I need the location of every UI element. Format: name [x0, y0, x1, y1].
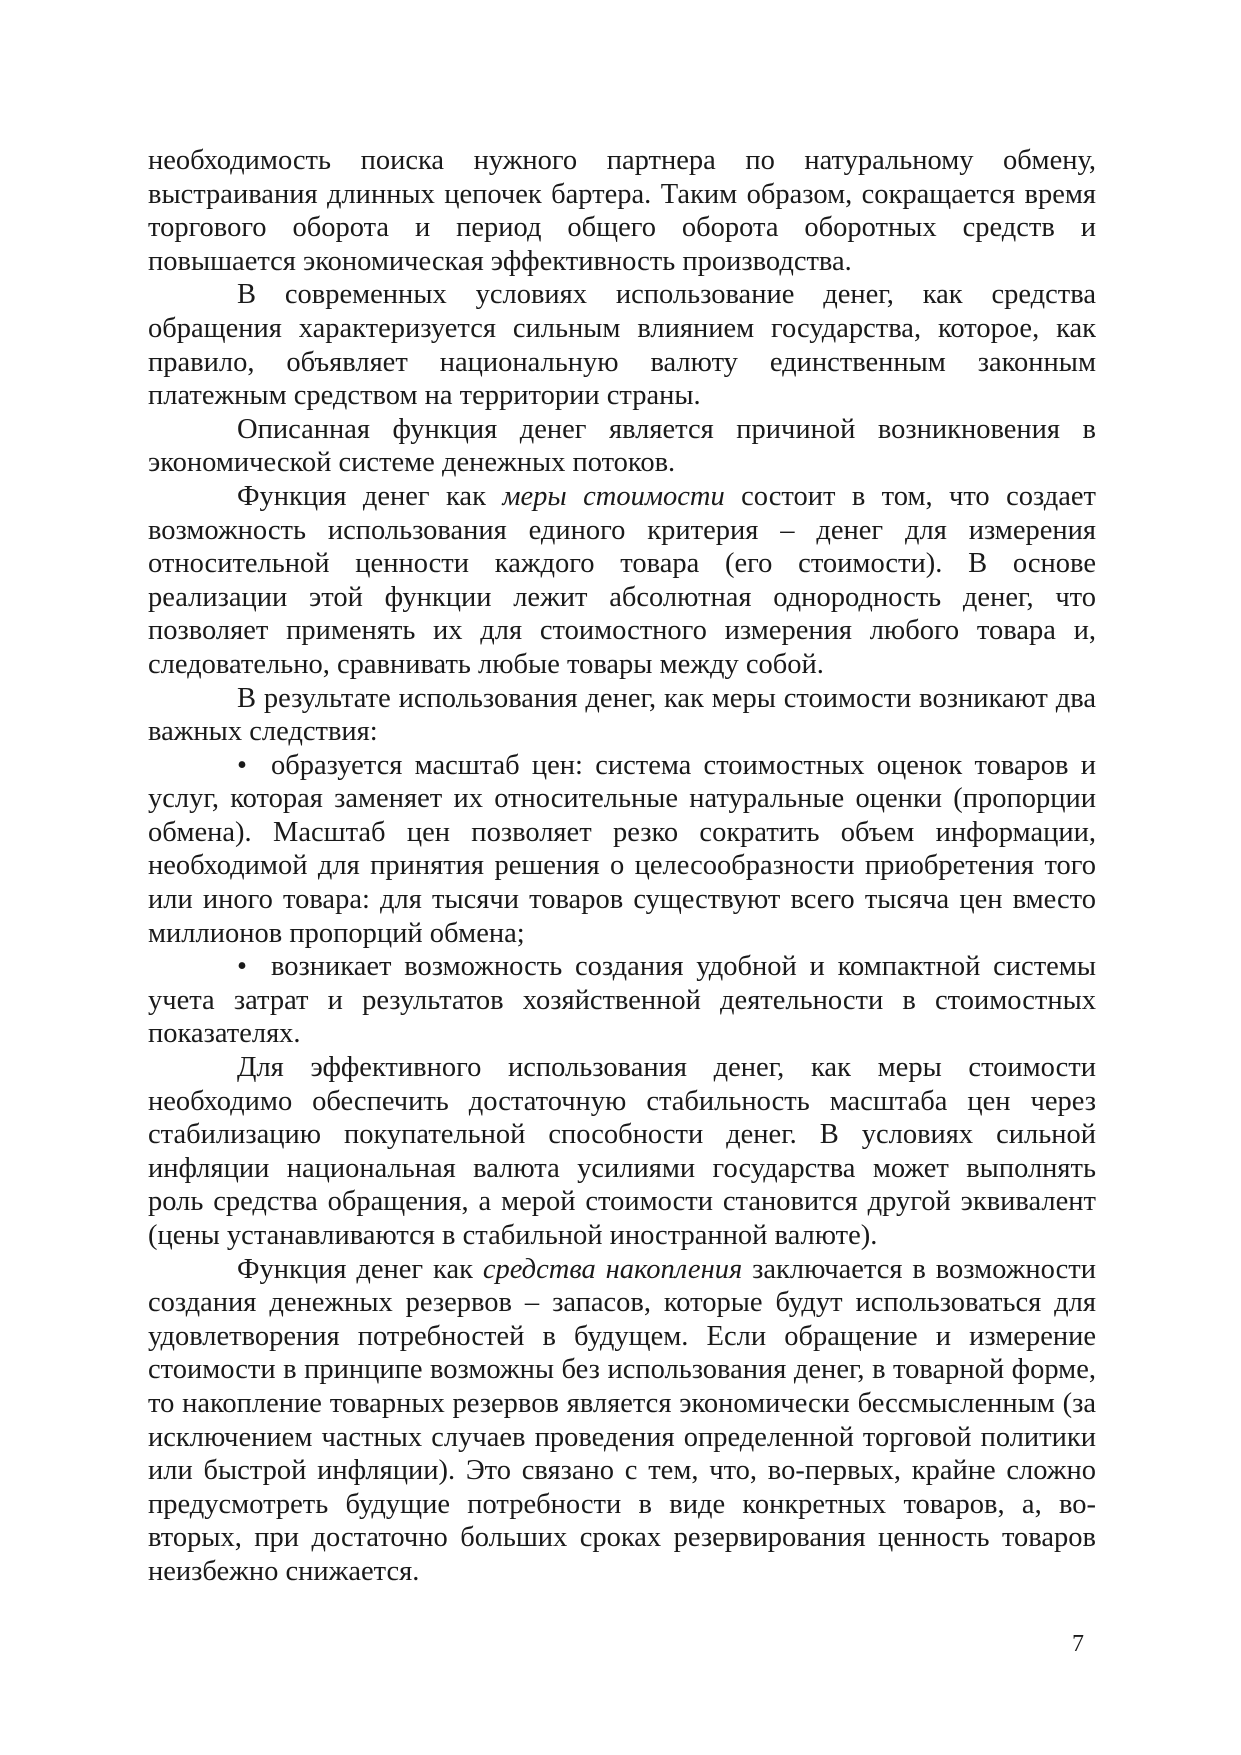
paragraph-7: [148, 1253, 1096, 1589]
bullet-item-1: [148, 749, 1096, 951]
term-store-of-value: средства накопления: [482, 1253, 743, 1285]
paragraph-4: [148, 480, 1096, 682]
paragraph-2: В современных условиях использование денег, как средства обращения характеризуется сильным влиянием государства, которое, как правило, объявляет национальную валюту единственным законным платежным средством на территории страны.: [148, 279, 1096, 412]
paragraph-6: Для эффективного использования денег, как меры стоимости необходимо обеспечить достаточную стабильность масштаба цен через стабилизацию покупательной способности денег. В условиях сильной инфляции национальная валюта усилиями государства может выполнять роль средства обращения, а мерой стоимости становится другой эквивалент (цены устанавливаются в стабильной иностранной валюте).: [148, 1052, 1096, 1251]
bullet-item-1-text: образуется масштаб цен: система стоимостных оценок товаров и услуг, которая заменяет их относительные натуральные оценки (пропорции обмена). Масштаб цен позволяет резко сократить объем информации, необходимой для принятия решения о целесообразности приобретения того или иного товара: для тысячи товаров существуют всего тысяча цен вместо миллионов пропорций обмена;: [148, 749, 1096, 949]
page-number: 7: [1072, 1631, 1084, 1657]
paragraph-3: Описанная функция денег является причиной возникновения в экономической системе денежных потоков.: [148, 413, 1096, 479]
paragraph-7-rest: заключается в возможности создания денежных резервов – запасов, которые будут использоваться для удовлетворения потребностей в будущем. Если обращение и измерение стоимости в принципе возможны без использования денег, в товарной форме, то накопление товарных резервов является экономически бессмысленным (за исключением частных случаев проведения определенной торговой политики или быстрой инфляции). Это связано с тем, что, во-первых, крайне сложно предусмотреть будущие потребности в виде конкретных товаров, а, во-вторых, при достаточно больших сроках резервирования ценность товаров неизбежно снижается.: [148, 1253, 1096, 1587]
paragraph-5: В результате использования денег, как меры стоимости возникают два важных следствия:: [148, 682, 1096, 748]
paragraph-4-rest: состоит в том, что создает возможность использования единого критерия – денег для измерения относительной ценности каждого товара (его стоимости). В основе реализации этой функции лежит абсолютная однородность денег, что позволяет применять их для стоимостного измерения любого товара и, следовательно, сравнивать любые товары между собой.: [148, 480, 1096, 680]
page-body: [148, 144, 1096, 1589]
bullet-item-2: [148, 950, 1096, 1051]
term-measure-of-value: меры стоимости: [502, 480, 725, 512]
bullet-icon: •: [237, 749, 247, 781]
paragraph-7-lead: Функция денег как: [237, 1253, 483, 1285]
paragraph-4-lead: Функция денег как: [237, 480, 503, 512]
paragraph-1: необходимость поиска нужного партнера по натуральному обмену, выстраивания длинных цепочек бартера. Таким образом, сокращается время торгового оборота и период общего оборота оборотных средств и повышается экономическая эффективность производства.: [148, 145, 1096, 277]
bullet-item-2-text: возникает возможность создания удобной и компактной системы учета затрат и результатов хозяйственной деятельности в стоимостных показателях.: [148, 951, 1096, 1050]
bullet-icon: •: [237, 951, 247, 983]
